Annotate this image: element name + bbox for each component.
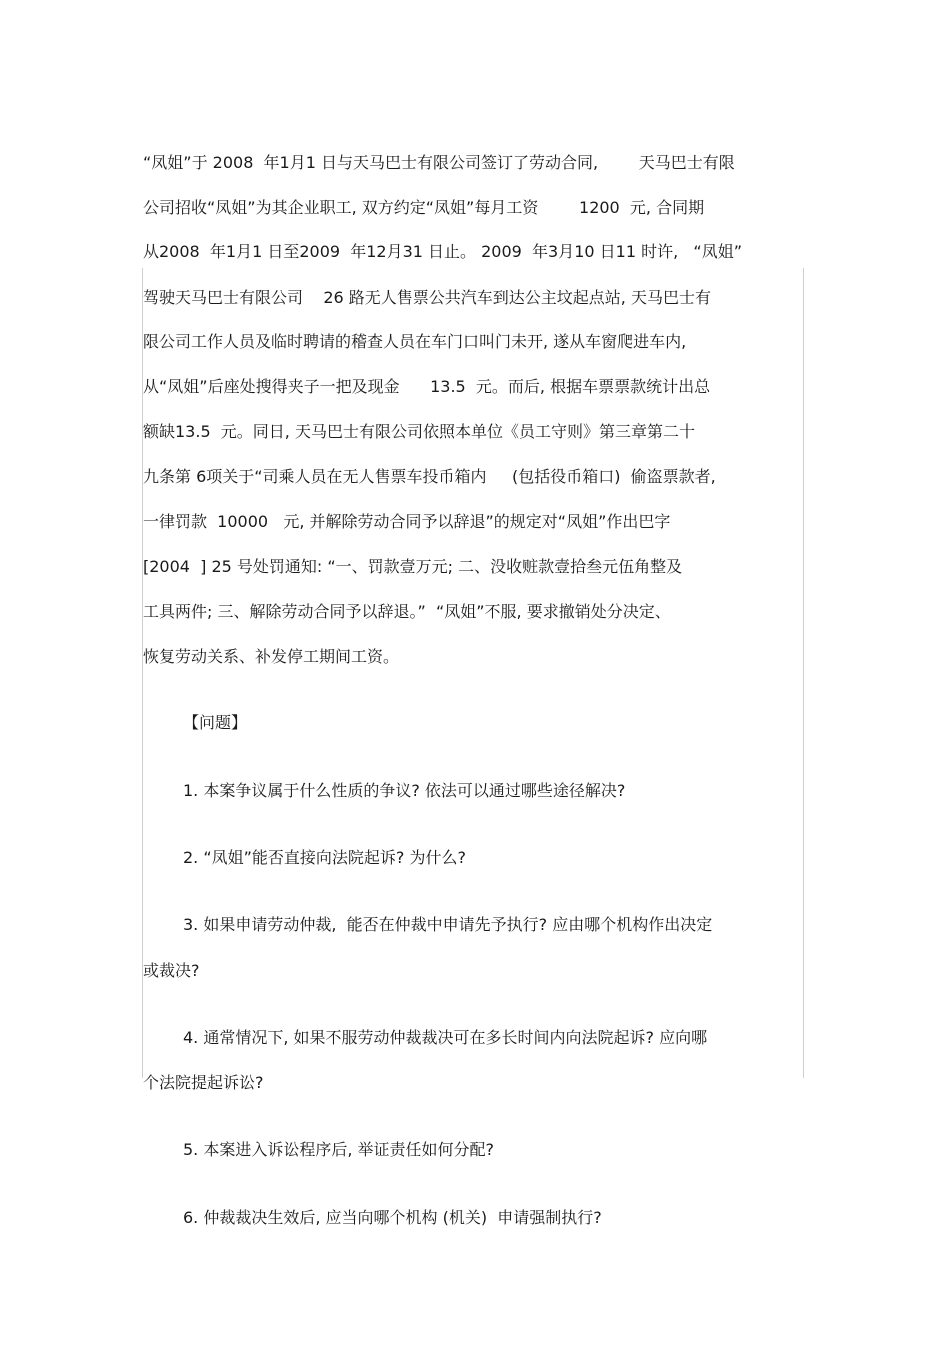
questions-heading: 【问题】 [183, 713, 248, 732]
case-line: 一律罚款 10000 元, 并解除劳动合同予以辞退”的规定对“凤姐”作出巴字 [143, 512, 671, 531]
case-line: “凤姐”于 2008 年1月1 日与天马巴士有限公司签订了劳动合同, 天马巴士有限 [143, 153, 735, 172]
case-line: 限公司工作人员及临时聘请的稽查人员在车门口叫门未开, 遂从车窗爬进车内, [143, 332, 687, 351]
case-line: 额缺13.5 元。同日, 天马巴士有限公司依照本单位《员工守则》第三章第二十 [143, 422, 695, 441]
case-line: 从2008 年1月1 日至2009 年12月31 日止。 2009 年3月10 日11 时许, “凤姐” [143, 242, 743, 261]
question-continuation: 个法院提起诉讼? [143, 1073, 264, 1092]
question-item: 4. 通常情况下, 如果不服劳动仲裁裁决可在多长时间内向法院起诉? 应向哪 [183, 1028, 708, 1047]
question-item: 5. 本案进入诉讼程序后, 举证责任如何分配? [183, 1140, 495, 1159]
question-item: 6. 仲裁裁决生效后, 应当向哪个机构 (机关) 申请强制执行? [183, 1208, 602, 1227]
case-line: [2004 ] 25 号处罚通知: “一、罚款壹万元; 二、没收赃款壹拾叁元伍角整及 [143, 557, 683, 576]
case-line: 恢复劳动关系、补发停工期间工资。 [143, 647, 400, 666]
case-line: 工具两件; 三、解除劳动合同予以辞退。” “凤姐”不服, 要求撤销处分决定、 [143, 602, 671, 621]
case-line: 从“凤姐”后座处搜得夹子一把及现金 13.5 元。而后, 根据车票票款统计出总 [143, 377, 711, 396]
question-item: 3. 如果申请劳动仲裁, 能否在仲裁中申请先予执行? 应由哪个机构作出决定 [183, 915, 713, 934]
question-item: 1. 本案争议属于什么性质的争议? 依法可以通过哪些途径解决? [183, 781, 626, 800]
question-continuation: 或裁决? [143, 961, 200, 980]
question-item: 2. “凤姐”能否直接向法院起诉? 为什么? [183, 848, 467, 867]
case-line: 驾驶天马巴士有限公司 26 路无人售票公共汽车到达公主坟起点站, 天马巴士有 [143, 288, 711, 307]
case-line: 九条第 6项关于“司乘人员在无人售票车投币箱内 (包括役币箱口) 偷盗票款者, [143, 467, 716, 486]
case-line: 公司招收“凤姐”为其企业职工, 双方约定“凤姐”每月工资 1200 元, 合同期 [143, 198, 705, 217]
